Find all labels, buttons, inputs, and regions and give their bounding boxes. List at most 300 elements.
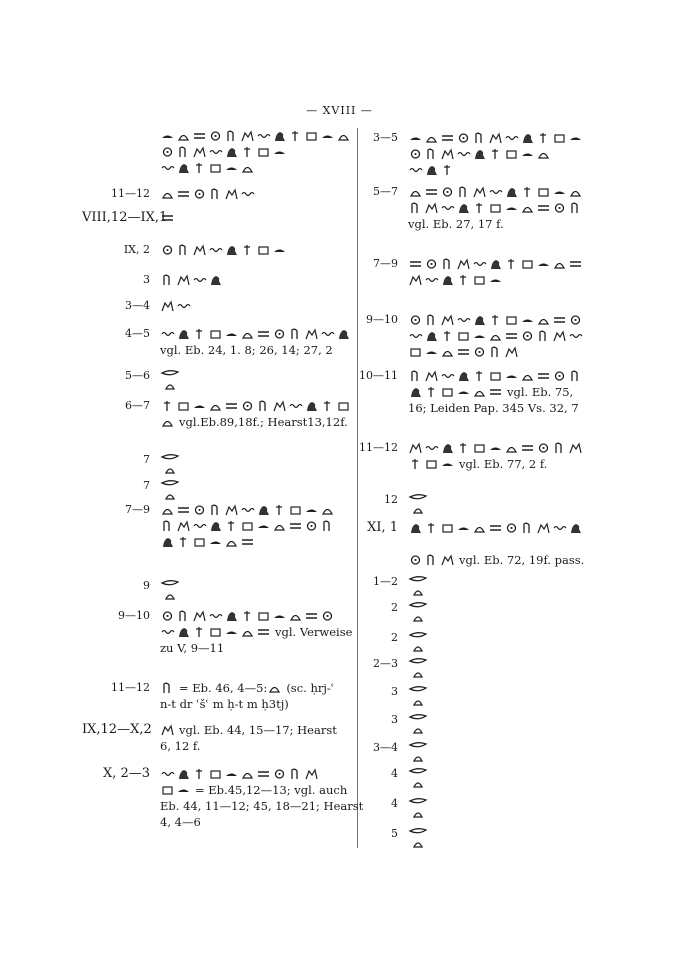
entry-row — [348, 184, 584, 232]
text-line — [160, 766, 363, 782]
reference-text: 16; Leiden Pap. 345 Vs. 32, 7 — [408, 401, 579, 415]
entry-row — [82, 368, 181, 390]
reference-text: n-t dr ʿšʿ m ḥ-t m ḥ3tj) — [160, 697, 289, 711]
line-reference: 3—4 — [373, 741, 398, 754]
entry-row — [82, 608, 352, 656]
hieroglyph-icon — [472, 369, 487, 383]
hieroglyph-icon — [424, 369, 439, 383]
text-line — [160, 272, 224, 288]
hieroglyph-icon — [272, 129, 287, 143]
hieroglyph-icon — [488, 185, 503, 199]
hieroglyph-icon — [456, 147, 471, 161]
entry-row — [348, 656, 429, 678]
line-reference: 5—7 — [373, 185, 398, 198]
hieroglyph-icon — [240, 243, 255, 257]
entry-row — [82, 452, 181, 474]
loaf-glyph-icon — [408, 837, 428, 848]
text-block — [160, 680, 334, 712]
hieroglyph-icon — [408, 369, 423, 383]
text-block — [408, 440, 584, 472]
hieroglyph-icon — [488, 345, 503, 359]
text-line — [160, 680, 334, 696]
entry-row — [348, 684, 429, 706]
hieroglyph-icon — [552, 131, 567, 145]
hieroglyph-icon — [240, 187, 255, 201]
hieroglyph-icon — [488, 329, 503, 343]
hieroglyph-icon — [424, 329, 439, 343]
hieroglyph-icon — [552, 201, 567, 215]
mouth-glyph-icon — [160, 452, 180, 463]
hieroglyph-icon — [456, 313, 471, 327]
hieroglyph-icon — [424, 147, 439, 161]
reference-text: 4, 4—6 — [160, 815, 201, 829]
hieroglyph-icon — [192, 399, 207, 413]
entry-row — [82, 272, 224, 288]
entry-row — [82, 242, 288, 258]
text-line — [160, 722, 337, 738]
hieroglyph-icon — [440, 273, 455, 287]
hieroglyph-group — [408, 740, 429, 762]
hieroglyph-icon — [536, 441, 551, 455]
hieroglyph-group — [160, 578, 181, 600]
entry-row — [82, 478, 181, 500]
hieroglyph-icon — [424, 163, 439, 177]
hieroglyph-icon — [320, 503, 335, 517]
hieroglyph-icon — [208, 327, 223, 341]
hieroglyph-icon — [176, 519, 191, 533]
hieroglyph-icon — [456, 131, 471, 145]
reference-text: vgl. Eb. 75, — [507, 385, 574, 399]
entry-row — [82, 722, 337, 754]
hieroglyph-icon — [552, 369, 567, 383]
text-line — [160, 640, 352, 656]
text-line — [160, 782, 363, 798]
hieroglyph-icon — [440, 345, 455, 359]
hieroglyph-icon — [208, 129, 223, 143]
text-block — [160, 326, 352, 358]
line-reference: 3—5 — [373, 131, 398, 144]
mouth-glyph-icon — [408, 712, 428, 723]
text-block — [408, 796, 429, 818]
hieroglyph-icon — [504, 345, 519, 359]
hieroglyph-icon — [440, 257, 455, 271]
hieroglyph-icon — [472, 441, 487, 455]
hieroglyph-group — [160, 452, 181, 474]
text-line — [408, 552, 584, 568]
hieroglyph-icon — [568, 185, 583, 199]
hieroglyph-icon — [160, 625, 175, 639]
line-reference: 7—9 — [125, 503, 150, 516]
text-block — [160, 478, 181, 500]
loaf-glyph-icon — [408, 751, 428, 762]
hieroglyph-icon — [192, 535, 207, 549]
hieroglyph-icon — [424, 345, 439, 359]
hieroglyph-icon — [520, 329, 535, 343]
hieroglyph-icon — [568, 521, 583, 535]
hieroglyph-icon — [192, 327, 207, 341]
hieroglyph-icon — [288, 399, 303, 413]
hieroglyph-icon — [272, 327, 287, 341]
text-line — [160, 242, 288, 258]
reference-text: Eb. 44, 11—12; 45, 18—21; Hearst — [160, 799, 364, 813]
text-line — [408, 200, 584, 216]
hieroglyph-icon — [160, 243, 175, 257]
hieroglyph-icon — [408, 163, 423, 177]
hieroglyph-icon — [272, 519, 287, 533]
text-block — [160, 242, 288, 258]
hieroglyph-icon — [224, 243, 239, 257]
hieroglyph-icon — [488, 385, 503, 399]
hieroglyph-icon — [568, 201, 583, 215]
hieroglyph-icon — [240, 767, 255, 781]
text-line — [160, 160, 352, 176]
hieroglyph-icon — [208, 161, 223, 175]
hieroglyph-icon — [160, 399, 175, 413]
entry-row — [348, 130, 584, 178]
hieroglyph-icon — [160, 783, 175, 797]
hieroglyph-icon — [472, 385, 487, 399]
hieroglyph-icon — [288, 767, 303, 781]
line-reference: 9—10 — [118, 609, 150, 622]
hieroglyph-icon — [176, 187, 191, 201]
hieroglyph-icon — [160, 535, 175, 549]
hieroglyph-icon — [520, 147, 535, 161]
text-line — [408, 384, 584, 400]
text-line — [408, 440, 584, 456]
hieroglyph-icon — [208, 503, 223, 517]
reference-text: = Eb.45,12—13; vgl. auch — [195, 783, 348, 797]
hieroglyph-icon — [568, 369, 583, 383]
hieroglyph-icon — [272, 243, 287, 257]
hieroglyph-group — [408, 796, 429, 818]
hieroglyph-icon — [488, 369, 503, 383]
text-block — [160, 502, 336, 550]
reference-text: vgl.Eb.89,18f.; Hearst13,12f. — [179, 415, 348, 429]
text-line — [408, 368, 584, 384]
line-reference: 9 — [143, 579, 150, 592]
text-line — [160, 798, 363, 814]
hieroglyph-icon — [160, 503, 175, 517]
text-block — [408, 130, 584, 178]
hieroglyph-icon — [256, 399, 271, 413]
hieroglyph-icon — [160, 519, 175, 533]
loaf-glyph-icon — [160, 489, 180, 500]
hieroglyph-icon — [424, 201, 439, 215]
text-line — [160, 210, 176, 226]
hieroglyph-icon — [488, 521, 503, 535]
hieroglyph-icon — [520, 313, 535, 327]
entry-row — [348, 520, 584, 568]
loaf-glyph-icon — [408, 777, 428, 788]
hieroglyph-icon — [440, 385, 455, 399]
line-reference: 7 — [143, 479, 150, 492]
hieroglyph-icon — [408, 201, 423, 215]
entry-row — [348, 766, 429, 788]
hieroglyph-icon — [472, 257, 487, 271]
hieroglyph-icon — [304, 503, 319, 517]
hieroglyph-icon — [192, 767, 207, 781]
reference-text: vgl. Eb. 44, 15—17; Hearst — [179, 723, 337, 737]
entry-row — [82, 128, 352, 176]
line-reference: 11—12 — [359, 441, 398, 454]
text-line — [408, 536, 584, 552]
hieroglyph-icon — [488, 131, 503, 145]
hieroglyph-icon — [472, 131, 487, 145]
hieroglyph-icon — [176, 273, 191, 287]
entry-row — [348, 712, 429, 734]
text-line — [408, 184, 584, 200]
hieroglyph-icon — [568, 131, 583, 145]
text-line — [408, 520, 584, 536]
hieroglyph-icon — [176, 145, 191, 159]
loaf-glyph-icon — [408, 585, 428, 596]
hieroglyph-icon — [240, 399, 255, 413]
text-block — [160, 272, 224, 288]
hieroglyph-icon — [320, 519, 335, 533]
hieroglyph-icon — [192, 503, 207, 517]
hieroglyph-group — [408, 574, 429, 596]
hieroglyph-icon — [408, 131, 423, 145]
mouth-glyph-icon — [408, 740, 428, 751]
hieroglyph-icon — [424, 313, 439, 327]
hieroglyph-icon — [456, 185, 471, 199]
text-line — [160, 814, 363, 830]
text-block — [408, 600, 429, 622]
hieroglyph-icon — [208, 399, 223, 413]
hieroglyph-icon — [504, 329, 519, 343]
hieroglyph-icon — [440, 201, 455, 215]
entry-row — [348, 630, 429, 652]
hieroglyph-icon — [408, 185, 423, 199]
text-block — [408, 684, 429, 706]
hieroglyph-icon — [472, 521, 487, 535]
hieroglyph-icon — [272, 767, 287, 781]
entry-row — [348, 256, 584, 288]
text-line — [160, 298, 192, 314]
hieroglyph-icon — [176, 161, 191, 175]
hieroglyph-icon — [208, 187, 223, 201]
entry-row — [348, 826, 429, 848]
hieroglyph-icon — [472, 329, 487, 343]
line-reference: 9—10 — [366, 313, 398, 326]
hieroglyph-icon — [440, 457, 455, 471]
hieroglyph-icon — [440, 329, 455, 343]
reference-text: vgl. Eb. 77, 2 f. — [459, 457, 548, 471]
hieroglyph-icon — [408, 441, 423, 455]
hieroglyph-icon — [256, 327, 271, 341]
text-line — [160, 128, 352, 144]
line-reference: 12 — [384, 493, 398, 506]
hieroglyph-icon — [192, 243, 207, 257]
mouth-glyph-icon — [408, 796, 428, 807]
hieroglyph-icon — [256, 243, 271, 257]
text-line — [160, 696, 334, 712]
entry-row — [82, 766, 363, 830]
hieroglyph-icon — [160, 609, 175, 623]
text-block — [408, 656, 429, 678]
loaf-glyph-icon — [408, 723, 428, 734]
text-block — [408, 574, 429, 596]
entry-row — [348, 600, 429, 622]
hieroglyph-icon — [536, 147, 551, 161]
line-reference: 6—7 — [125, 399, 150, 412]
hieroglyph-icon — [504, 521, 519, 535]
mouth-glyph-icon — [160, 478, 180, 489]
hieroglyph-icon — [176, 535, 191, 549]
hieroglyph-icon — [256, 625, 271, 639]
hieroglyph-icon — [272, 503, 287, 517]
hieroglyph-icon — [320, 327, 335, 341]
hieroglyph-icon — [488, 201, 503, 215]
hieroglyph-icon — [408, 385, 423, 399]
text-line — [160, 624, 352, 640]
text-block — [408, 184, 584, 232]
hieroglyph-icon — [504, 257, 519, 271]
line-reference: 7 — [143, 453, 150, 466]
hieroglyph-icon — [160, 327, 175, 341]
mouth-glyph-icon — [160, 368, 180, 379]
hieroglyph-icon — [208, 625, 223, 639]
hieroglyph-icon — [256, 129, 271, 143]
hieroglyph-icon — [176, 783, 191, 797]
hieroglyph-icon — [304, 399, 319, 413]
text-block — [160, 210, 176, 242]
hieroglyph-icon — [160, 211, 175, 225]
hieroglyph-icon — [440, 369, 455, 383]
mouth-glyph-icon — [408, 656, 428, 667]
hieroglyph-icon — [408, 553, 423, 567]
line-reference: 3 — [391, 685, 398, 698]
hieroglyph-icon — [240, 129, 255, 143]
hieroglyph-icon — [160, 129, 175, 143]
line-reference: VIII,12—IX,1 — [82, 210, 168, 225]
text-block — [408, 368, 584, 416]
text-line — [408, 272, 584, 288]
text-block — [160, 186, 256, 202]
text-block — [160, 398, 352, 430]
hieroglyph-icon — [224, 519, 239, 533]
hieroglyph-icon — [208, 273, 223, 287]
hieroglyph-icon — [504, 147, 519, 161]
entry-row — [348, 312, 584, 360]
text-line — [160, 414, 352, 430]
hieroglyph-icon — [224, 161, 239, 175]
mouth-glyph-icon — [408, 766, 428, 777]
hieroglyph-icon — [408, 329, 423, 343]
loaf-glyph-icon — [160, 589, 180, 600]
hieroglyph-icon — [267, 681, 282, 695]
text-line — [408, 456, 584, 472]
hieroglyph-icon — [568, 329, 583, 343]
line-reference: 11—12 — [111, 187, 150, 200]
hieroglyph-icon — [520, 521, 535, 535]
hieroglyph-group — [408, 656, 429, 678]
hieroglyph-icon — [224, 767, 239, 781]
hieroglyph-icon — [440, 521, 455, 535]
hieroglyph-icon — [208, 519, 223, 533]
text-block — [408, 492, 429, 514]
text-block — [408, 256, 584, 288]
hieroglyph-icon — [504, 313, 519, 327]
loaf-glyph-icon — [160, 463, 180, 474]
hieroglyph-icon — [176, 399, 191, 413]
entry-row — [348, 740, 429, 762]
hieroglyph-icon — [160, 161, 175, 175]
hieroglyph-icon — [176, 129, 191, 143]
text-block — [408, 826, 429, 848]
hieroglyph-icon — [456, 521, 471, 535]
text-block — [408, 630, 429, 652]
text-line — [408, 312, 584, 328]
reference-text: zu V, 9—11 — [160, 641, 225, 655]
loaf-glyph-icon — [408, 695, 428, 706]
text-line — [408, 130, 584, 146]
text-line — [160, 534, 336, 550]
hieroglyph-group — [408, 684, 429, 706]
hieroglyph-icon — [240, 609, 255, 623]
text-line — [160, 608, 352, 624]
text-line — [408, 256, 584, 272]
hieroglyph-icon — [456, 201, 471, 215]
hieroglyph-icon — [272, 399, 287, 413]
hieroglyph-icon — [488, 313, 503, 327]
line-reference: IX, 2 — [123, 243, 150, 256]
entry-row — [348, 574, 429, 596]
text-line — [160, 398, 352, 414]
hieroglyph-icon — [288, 519, 303, 533]
hieroglyph-icon — [224, 145, 239, 159]
text-block — [408, 520, 584, 568]
hieroglyph-icon — [240, 161, 255, 175]
line-reference: 3 — [391, 713, 398, 726]
hieroglyph-icon — [192, 187, 207, 201]
text-line — [408, 162, 584, 178]
entry-row — [82, 680, 334, 712]
hieroglyph-icon — [304, 327, 319, 341]
hieroglyph-icon — [288, 327, 303, 341]
text-block — [160, 298, 192, 314]
hieroglyph-icon — [176, 767, 191, 781]
hieroglyph-group — [160, 368, 181, 390]
hieroglyph-icon — [552, 257, 567, 271]
text-line — [408, 344, 584, 360]
hieroglyph-icon — [456, 369, 471, 383]
hieroglyph-icon — [192, 519, 207, 533]
hieroglyph-icon — [472, 185, 487, 199]
hieroglyph-icon — [408, 147, 423, 161]
page-header: — XVIII — — [306, 104, 373, 117]
hieroglyph-icon — [256, 609, 271, 623]
hieroglyph-icon — [456, 273, 471, 287]
line-reference: XI, 1 — [367, 520, 398, 535]
text-line — [160, 226, 176, 242]
text-block — [408, 312, 584, 360]
hieroglyph-icon — [456, 329, 471, 343]
hieroglyph-icon — [488, 441, 503, 455]
hieroglyph-icon — [304, 519, 319, 533]
hieroglyph-icon — [552, 521, 567, 535]
hieroglyph-icon — [160, 415, 175, 429]
hieroglyph-icon — [536, 185, 551, 199]
hieroglyph-icon — [568, 313, 583, 327]
text-block — [408, 740, 429, 762]
hieroglyph-icon — [504, 131, 519, 145]
hieroglyph-icon — [256, 767, 271, 781]
hieroglyph-icon — [520, 257, 535, 271]
line-reference: 1—2 — [373, 575, 398, 588]
line-reference: 3 — [143, 273, 150, 286]
hieroglyph-icon — [240, 535, 255, 549]
